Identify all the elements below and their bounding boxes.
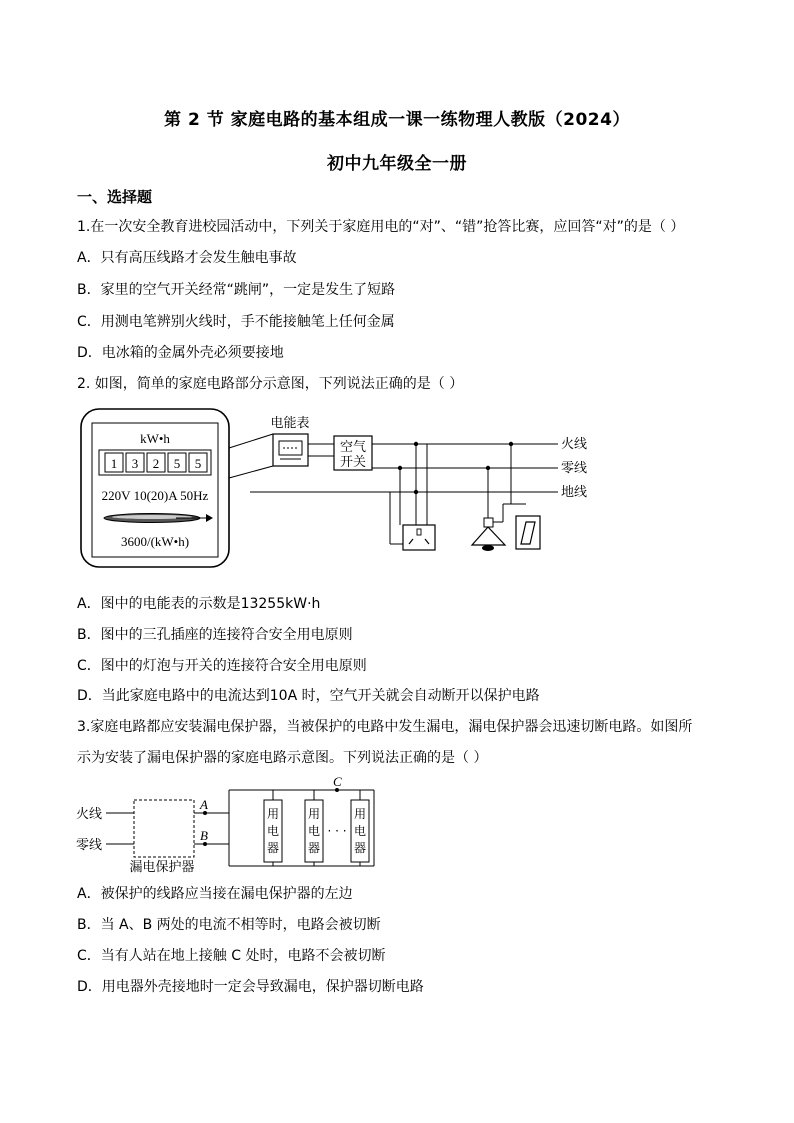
meter-label: 电能表	[270, 416, 310, 431]
appliance-2	[305, 790, 323, 866]
leakage-protector-figure	[74, 774, 394, 878]
q3-stem-line1: 3.家庭电路都应安装漏电保护器，当被保护的电路中发生漏电，漏电保护器会迅速切断电路。如图所	[77, 719, 693, 735]
q2-option-b: B．图中的三孔插座的连接符合安全用电原则	[77, 627, 353, 643]
leakage-protector-box	[134, 800, 194, 857]
appliance-char: 用	[353, 807, 367, 821]
q2-stem: 2. 如图，简单的家庭电路部分示意图，下列说法正确的是（ ）	[77, 376, 464, 392]
appliance-char: 电	[307, 824, 321, 838]
appliance-1	[264, 790, 282, 866]
q3-stem-line2: 示为安装了漏电保护器的家庭电路示意图。下列说法正确的是（ ）	[77, 750, 488, 766]
q1-option-b: B．家里的空气开关经常“跳闸”，一定是发生了短路	[77, 282, 396, 298]
live-wire-label-fig2: 火线	[76, 807, 103, 822]
appliance-ellipsis: · · ·	[327, 824, 347, 838]
live-wire-label: 火线	[561, 437, 588, 452]
appliance-char: 用	[307, 807, 321, 821]
meter-unit-label: kW•h	[140, 431, 170, 446]
q3-option-c: C．当有人站在地上接触 C 处时，电路不会被切断	[77, 948, 386, 964]
appliance-char: 电	[353, 824, 367, 838]
q1-option-c: C．用测电笔辨别火线时，手不能接触笔上任何金属	[77, 314, 395, 330]
section-heading: 一、选择题	[77, 188, 153, 206]
q2-option-a: A．图中的电能表的示数是13255kW·h	[77, 596, 321, 612]
leakage-protector-label: 漏电保护器	[129, 860, 195, 875]
ground-wire-label: 地线	[561, 485, 588, 500]
appliance-char: 器	[266, 841, 280, 855]
neutral-wire-label: 零线	[561, 461, 588, 476]
q3-option-d: D．用电器外壳接地时一定会导致漏电，保护器切断电路	[77, 979, 424, 995]
lamp-icon	[472, 518, 505, 551]
appliance-char: 器	[353, 841, 367, 855]
doc-title-line1: 第 2 节 家庭电路的基本组成一课一练物理人教版（2024）	[164, 110, 630, 130]
q2-option-c: C．图中的灯泡与开关的连接符合安全用电原则	[77, 658, 367, 674]
meter-digits	[105, 453, 207, 472]
doc-title-line2: 初中九年级全一册	[327, 154, 467, 174]
meter-digit: 5	[173, 456, 181, 471]
point-c-label: C	[333, 774, 342, 789]
appliance-char: 电	[266, 824, 280, 838]
breaker-label-2: 开关	[339, 455, 367, 470]
neutral-wire-label-fig2: 零线	[76, 838, 103, 853]
meter-digit: 2	[152, 456, 160, 471]
q3-option-a: A．被保护的线路应当接在漏电保护器的左边	[77, 886, 353, 902]
q1-option-a: A．只有高压线路才会发生触电事故	[77, 250, 297, 266]
appliance-3	[351, 790, 369, 866]
meter-constant: 3600/(kW•h)	[120, 534, 190, 549]
meter-digit: 5	[194, 456, 202, 471]
appliance-char: 用	[266, 807, 280, 821]
meter-digit: 1	[110, 456, 118, 471]
q2-option-d: D．当此家庭电路中的电流达到10A 时，空气开关就会自动断开以保护电路	[77, 688, 540, 704]
meter-digit: 3	[131, 456, 139, 471]
point-b-label: B	[200, 828, 208, 843]
q3-option-b: B．当 A、B 两处的电流不相等时，电路会被切断	[77, 917, 381, 933]
wall-switch-icon	[516, 516, 540, 549]
appliance-char: 器	[307, 841, 321, 855]
three-pin-socket-icon	[403, 525, 435, 550]
q1-option-d: D．电冰箱的金属外壳必须要接地	[77, 345, 284, 361]
breaker-label-1: 空气	[339, 440, 367, 455]
q1-stem: 1.在一次安全教育进校园活动中，下列关于家庭用电的“对”、“错”抢答比赛，应回答“对”的是（ ）	[77, 219, 685, 235]
household-circuit-figure	[80, 408, 600, 570]
meter-rating: 220V 10(20)A 50Hz	[101, 488, 209, 503]
point-a-label: A	[200, 797, 208, 812]
